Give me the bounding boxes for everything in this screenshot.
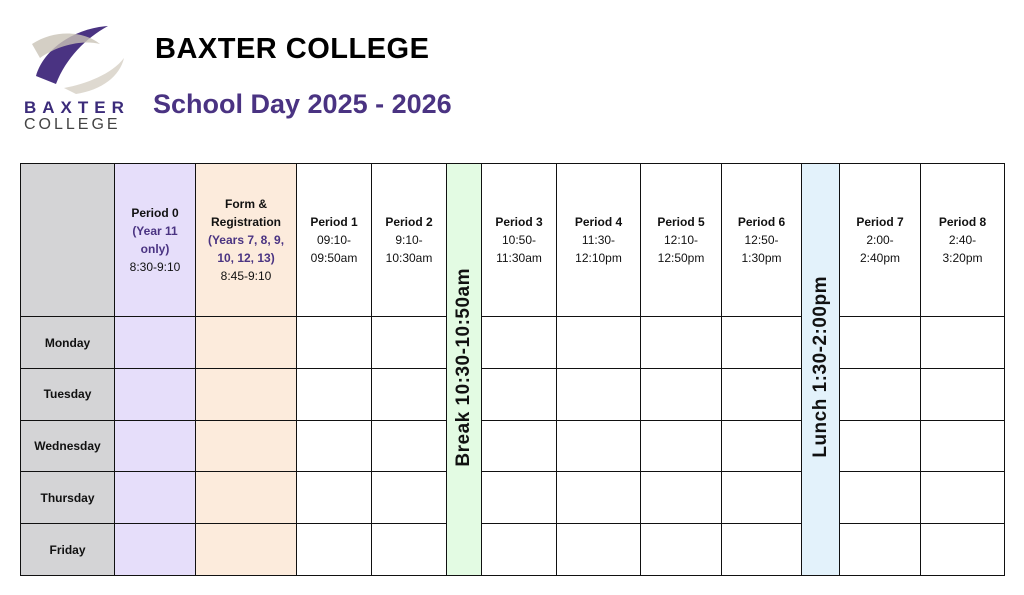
cell [297, 524, 372, 576]
cell [921, 368, 1005, 420]
logo-word-baxter: BAXTER [24, 98, 130, 117]
cell [641, 368, 722, 420]
period-1-header [297, 164, 372, 317]
cell [196, 368, 297, 420]
cell [722, 368, 802, 420]
period-4-header [557, 164, 641, 317]
day-row-wednesday [21, 420, 1005, 472]
page-title: BAXTER COLLEGE [155, 33, 430, 65]
period-7-time: 2:00-2:40pm [859, 233, 901, 266]
form-registration-header [196, 164, 297, 317]
period-4-time: 11:30-12:10pm [575, 233, 622, 266]
cell [840, 524, 921, 576]
cell [722, 524, 802, 576]
cell [921, 317, 1005, 369]
cell [722, 420, 802, 472]
cell [482, 472, 557, 524]
day-row-thursday [21, 472, 1005, 524]
period-5-header [641, 164, 722, 317]
cell [196, 472, 297, 524]
cell [641, 420, 722, 472]
cell [641, 524, 722, 576]
period-7-header [840, 164, 921, 317]
cell [115, 524, 196, 576]
college-crest-icon [26, 18, 130, 96]
cell [482, 368, 557, 420]
cell [115, 317, 196, 369]
form-note: (Years 7, 8, 9, 10, 12, 13) [207, 233, 285, 266]
corner-cell [21, 164, 115, 317]
page-subtitle: School Day 2025 - 2026 [153, 89, 452, 119]
header-row [21, 164, 1005, 317]
day-row-monday [21, 317, 1005, 369]
cell [840, 472, 921, 524]
period-2-header [372, 164, 447, 317]
period-3-header [482, 164, 557, 317]
cell [372, 524, 447, 576]
cell [196, 317, 297, 369]
period-0-header [115, 164, 196, 317]
period-1-name: Period 1 [310, 215, 358, 230]
cell [115, 472, 196, 524]
cell [557, 420, 641, 472]
day-label: Wednesday [21, 420, 115, 472]
cell [482, 317, 557, 369]
period-6-header [722, 164, 802, 317]
period-6-time: 12:50-1:30pm [741, 233, 782, 266]
period-2-name: Period 2 [385, 215, 433, 230]
day-row-friday [21, 524, 1005, 576]
period-3-name: Period 3 [495, 215, 543, 230]
period-8-name: Period 8 [938, 215, 987, 230]
cell [557, 524, 641, 576]
period-0-note: (Year 11 only) [132, 224, 178, 257]
cell [482, 420, 557, 472]
college-logo [22, 18, 132, 134]
form-name: Form & Registration [210, 197, 281, 230]
cell [722, 317, 802, 369]
period-8-header [921, 164, 1005, 317]
lunch-label: Lunch 1:30-2:00pm [809, 276, 831, 458]
period-0-name: Period 0 [131, 206, 179, 221]
period-8-time: 2:40-3:20pm [942, 233, 983, 266]
cell [115, 420, 196, 472]
cell [840, 368, 921, 420]
cell [196, 524, 297, 576]
cell [372, 472, 447, 524]
day-label: Monday [21, 317, 115, 369]
cell [297, 317, 372, 369]
day-label: Friday [21, 524, 115, 576]
cell [722, 472, 802, 524]
cell [297, 420, 372, 472]
cell [482, 524, 557, 576]
cell [372, 317, 447, 369]
period-3-time: 10:50-11:30am [496, 233, 542, 266]
cell [641, 472, 722, 524]
day-row-tuesday [21, 368, 1005, 420]
lunch-column [802, 164, 840, 576]
cell [557, 368, 641, 420]
break-column [447, 164, 482, 576]
cell [840, 317, 921, 369]
period-5-time: 12:10-12:50pm [657, 233, 705, 266]
cell [641, 317, 722, 369]
cell [372, 368, 447, 420]
cell [297, 472, 372, 524]
day-label: Thursday [21, 472, 115, 524]
period-0-time: 8:30-9:10 [129, 260, 181, 275]
cell [196, 420, 297, 472]
period-5-name: Period 5 [657, 215, 705, 230]
period-7-name: Period 7 [856, 215, 904, 230]
period-1-time: 09:10-09:50am [310, 233, 358, 266]
logo-word-college: COLLEGE [24, 116, 121, 133]
cell [557, 472, 641, 524]
timetable [20, 163, 1005, 576]
cell [115, 368, 196, 420]
day-label: Tuesday [21, 368, 115, 420]
form-time: 8:45-9:10 [220, 269, 272, 284]
break-label: Break 10:30-10:50am [453, 267, 474, 467]
period-6-name: Period 6 [737, 215, 786, 230]
period-4-name: Period 4 [574, 215, 623, 230]
cell [921, 524, 1005, 576]
cell [840, 420, 921, 472]
cell [921, 420, 1005, 472]
cell [297, 368, 372, 420]
cell [372, 420, 447, 472]
period-2-time: 9:10-10:30am [385, 233, 433, 266]
cell [921, 472, 1005, 524]
cell [557, 317, 641, 369]
